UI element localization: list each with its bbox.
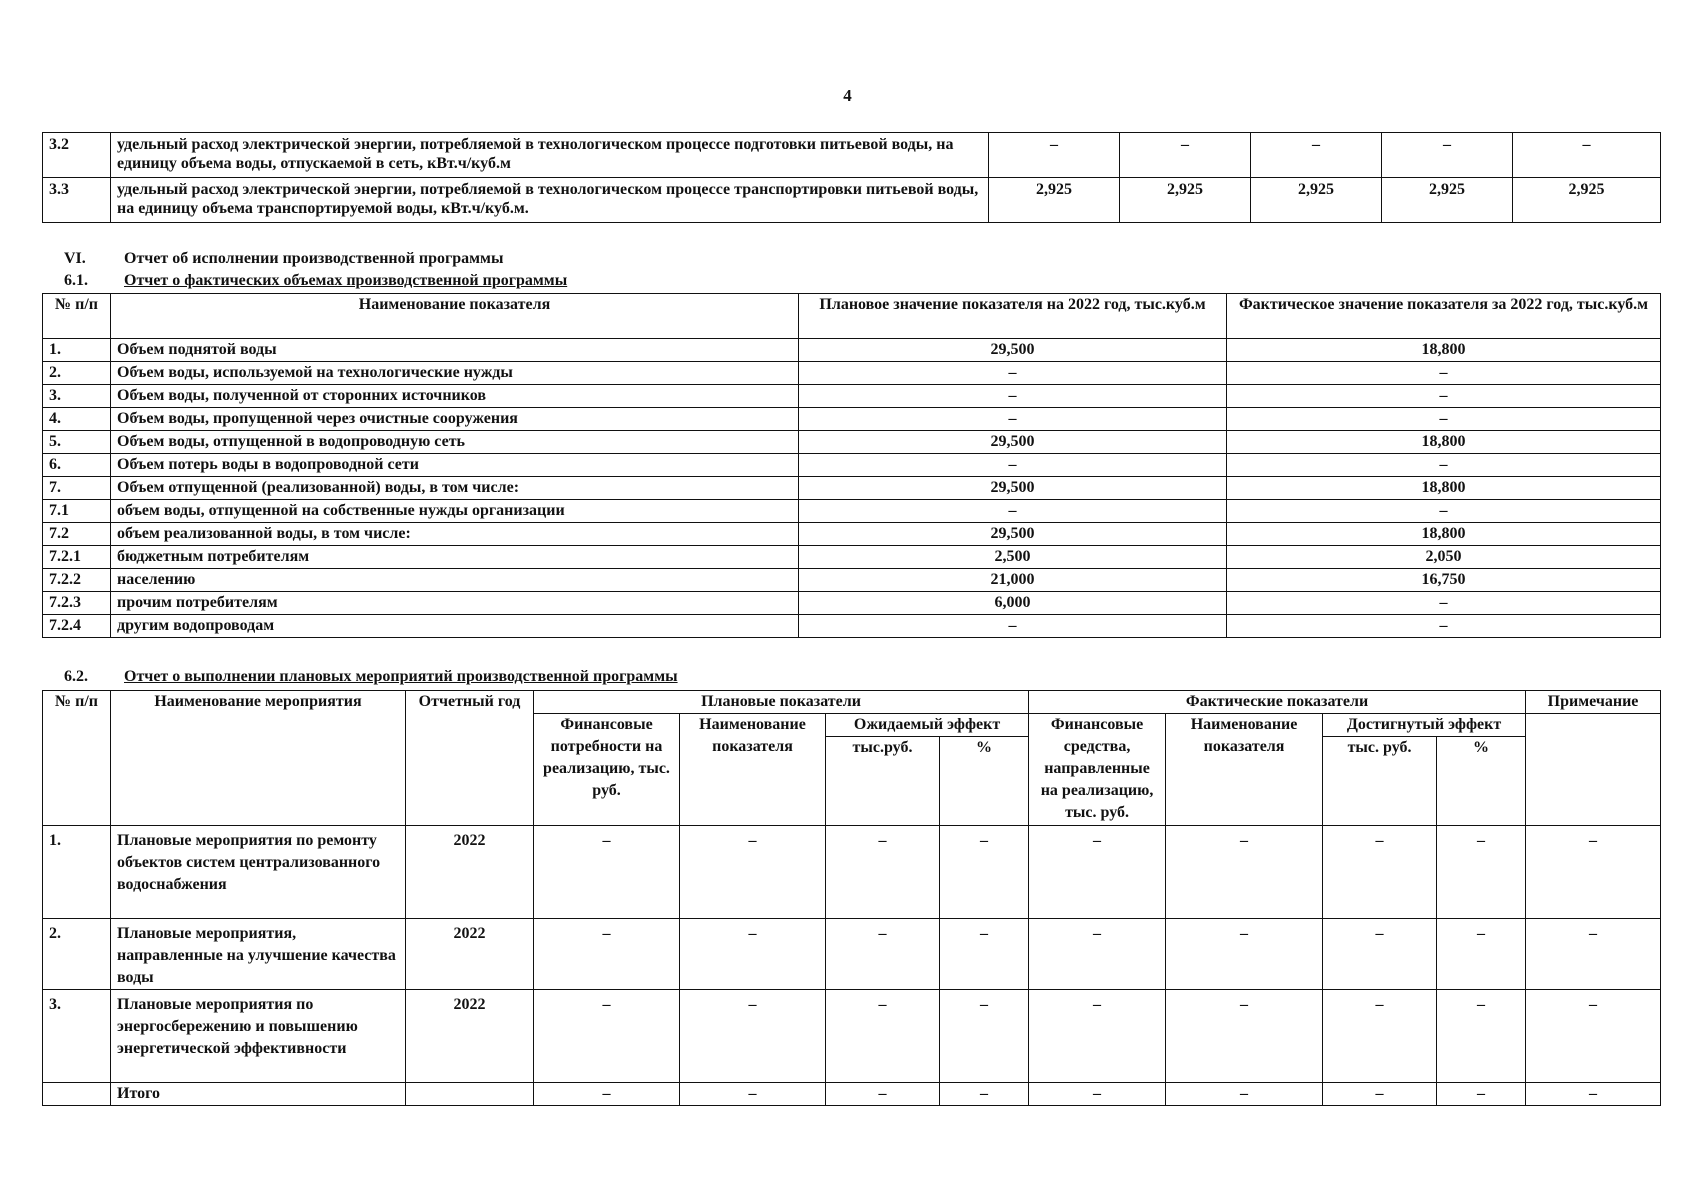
- value-cell: –: [534, 826, 680, 919]
- row-number: 3.2: [43, 133, 111, 178]
- indicator-name: удельный расход электрической энергии, потребляемой в технологическом процессе подготовки питьевой воды, на единицу объема воды, отпускаемой в сеть, кВт.ч/куб.м: [111, 133, 989, 178]
- fact-value: –: [1227, 592, 1661, 615]
- table-header-row: [43, 691, 1661, 714]
- indicator-name: Объем воды, полученной от сторонних источников: [111, 385, 799, 408]
- table-row: [43, 178, 1661, 223]
- section-title: Отчет о выполнении плановых мероприятий производственной программы: [124, 668, 678, 685]
- header-fact-fin: Финансовые средства, направленные на реализацию, тыс. руб.: [1029, 714, 1166, 826]
- header-fact-group: Фактические показатели: [1029, 691, 1526, 714]
- table-row: [43, 500, 1661, 523]
- table-row: [43, 408, 1661, 431]
- value-cell: –: [1166, 826, 1323, 919]
- value-cell: –: [1513, 133, 1661, 178]
- indicator-name: прочим потребителям: [111, 592, 799, 615]
- header-plan-effect-pct: %: [940, 737, 1029, 826]
- plan-value: –: [799, 615, 1227, 638]
- indicator-name: бюджетным потребителям: [111, 546, 799, 569]
- plan-value: 29,500: [799, 339, 1227, 362]
- total-value: –: [940, 1083, 1029, 1106]
- table-row: [43, 339, 1661, 362]
- header-name: Наименование показателя: [111, 294, 799, 339]
- indicator-name: Объем воды, отпущенной в водопроводную сеть: [111, 431, 799, 454]
- plan-value: 6,000: [799, 592, 1227, 615]
- fact-value: 18,800: [1227, 431, 1661, 454]
- row-number: 2.: [43, 362, 111, 385]
- table-row: [43, 454, 1661, 477]
- value-cell: –: [1526, 919, 1661, 990]
- value-cell: –: [1323, 826, 1437, 919]
- header-fact-effect-pct: %: [1437, 737, 1526, 826]
- plan-value: 29,500: [799, 477, 1227, 500]
- value-cell: –: [1526, 826, 1661, 919]
- value-cell: –: [1029, 919, 1166, 990]
- value-cell: –: [1029, 826, 1166, 919]
- total-value: –: [534, 1083, 680, 1106]
- row-number: 3.3: [43, 178, 111, 223]
- value-cell: –: [534, 919, 680, 990]
- table-body: [43, 339, 1661, 638]
- plan-value: 21,000: [799, 569, 1227, 592]
- header-plan-effect: Ожидаемый эффект: [826, 714, 1029, 737]
- plan-value: –: [799, 408, 1227, 431]
- total-num-empty: [43, 1083, 111, 1106]
- total-value: –: [826, 1083, 940, 1106]
- table-row: [43, 592, 1661, 615]
- plan-value: –: [799, 454, 1227, 477]
- table-row: [43, 919, 1661, 990]
- plan-value: 2,500: [799, 546, 1227, 569]
- section-number: 6.2.: [64, 668, 88, 685]
- value-cell: –: [1437, 826, 1526, 919]
- indicator-name: Объем поднятой воды: [111, 339, 799, 362]
- activity-name: Плановые мероприятия, направленные на улучшение качества воды: [111, 919, 406, 990]
- row-number: 1.: [43, 826, 111, 919]
- activity-name: Плановые мероприятия по энергосбережению и повышению энергетической эффективности: [111, 990, 406, 1083]
- fact-value: –: [1227, 408, 1661, 431]
- value-cell: 2,925: [989, 178, 1120, 223]
- plan-value: –: [799, 362, 1227, 385]
- fact-value: 2,050: [1227, 546, 1661, 569]
- value-cell: 2,925: [1382, 178, 1513, 223]
- fact-value: –: [1227, 362, 1661, 385]
- table-row: [43, 990, 1661, 1083]
- indicator-name: объем воды, отпущенной на собственные нужды организации: [111, 500, 799, 523]
- header-num: № п/п: [43, 294, 111, 339]
- table-row: [43, 431, 1661, 454]
- row-number: 7.2.1: [43, 546, 111, 569]
- value-cell: –: [1437, 919, 1526, 990]
- report-year: 2022: [406, 919, 534, 990]
- header-fact-effect: Достигнутый эффект: [1323, 714, 1526, 737]
- value-cell: –: [826, 826, 940, 919]
- fact-value: –: [1227, 615, 1661, 638]
- total-value: –: [1029, 1083, 1166, 1106]
- total-value: –: [1323, 1083, 1437, 1106]
- total-year-empty: [406, 1083, 534, 1106]
- fact-value: –: [1227, 454, 1661, 477]
- section-title: Отчет об исполнении производственной программы: [124, 250, 504, 267]
- row-number: 3.: [43, 385, 111, 408]
- header-name: Наименование мероприятия: [111, 691, 406, 826]
- table-row: [43, 546, 1661, 569]
- table-row: [43, 569, 1661, 592]
- indicator-name: Объем воды, используемой на технологические нужды: [111, 362, 799, 385]
- fact-value: –: [1227, 500, 1661, 523]
- total-value: –: [1437, 1083, 1526, 1106]
- header-plan-fin: Финансовые потребности на реализацию, тыс. руб.: [534, 714, 680, 826]
- value-cell: 2,925: [1251, 178, 1382, 223]
- report-year: 2022: [406, 826, 534, 919]
- header-year: Отчетный год: [406, 691, 534, 826]
- activity-name: Плановые мероприятия по ремонту объектов систем централизованного водоснабжения: [111, 826, 406, 919]
- row-number: 3.: [43, 990, 111, 1083]
- value-cell: –: [680, 919, 826, 990]
- section-number: 6.1.: [64, 272, 88, 289]
- value-cell: –: [1526, 990, 1661, 1083]
- value-cell: –: [1437, 990, 1526, 1083]
- value-cell: –: [1166, 919, 1323, 990]
- plan-value: 29,500: [799, 431, 1227, 454]
- section-6-2-heading: [64, 668, 678, 686]
- actual-volumes-table: [42, 293, 1661, 638]
- table-row: [43, 362, 1661, 385]
- value-cell: –: [680, 826, 826, 919]
- row-number: 1.: [43, 339, 111, 362]
- table-header-row: [43, 294, 1661, 339]
- value-cell: –: [940, 919, 1029, 990]
- value-cell: –: [940, 990, 1029, 1083]
- header-fact: Фактическое значение показателя за 2022 год, тыс.куб.м: [1227, 294, 1661, 339]
- total-value: –: [1526, 1083, 1661, 1106]
- value-cell: –: [826, 919, 940, 990]
- row-number: 4.: [43, 408, 111, 431]
- row-number: 2.: [43, 919, 111, 990]
- indicator-name: населению: [111, 569, 799, 592]
- indicator-name: Объем отпущенной (реализованной) воды, в том числе:: [111, 477, 799, 500]
- row-number: 7.2.4: [43, 615, 111, 638]
- header-plan-group: Плановые показатели: [534, 691, 1029, 714]
- report-year: 2022: [406, 990, 534, 1083]
- total-value: –: [680, 1083, 826, 1106]
- row-number: 7.2.3: [43, 592, 111, 615]
- indicator-name: удельный расход электрической энергии, потребляемой в технологическом процессе транспортировки питьевой воды, на единицу объема транспортируемой воды, кВт.ч/куб.м.: [111, 178, 989, 223]
- row-number: 7.2: [43, 523, 111, 546]
- indicator-name: объем реализованной воды, в том числе:: [111, 523, 799, 546]
- indicator-name: Объем воды, пропущенной через очистные сооружения: [111, 408, 799, 431]
- header-plan: Плановое значение показателя на 2022 год, тыс.куб.м: [799, 294, 1227, 339]
- value-cell: –: [940, 826, 1029, 919]
- value-cell: –: [1382, 133, 1513, 178]
- row-number: 7.: [43, 477, 111, 500]
- row-number: 6.: [43, 454, 111, 477]
- fact-value: 18,800: [1227, 523, 1661, 546]
- plan-value: –: [799, 385, 1227, 408]
- energy-consumption-table: [42, 132, 1661, 223]
- table-row: [43, 523, 1661, 546]
- header-note: Примечание: [1526, 691, 1661, 714]
- table-row: [43, 477, 1661, 500]
- value-cell: –: [1166, 990, 1323, 1083]
- total-value: –: [1166, 1083, 1323, 1106]
- total-label: Итого: [111, 1083, 406, 1106]
- value-cell: –: [1251, 133, 1382, 178]
- section-6-heading: [64, 250, 503, 268]
- table-row: [43, 133, 1661, 178]
- row-number: 7.2.2: [43, 569, 111, 592]
- row-number: 5.: [43, 431, 111, 454]
- row-number: 7.1: [43, 500, 111, 523]
- table-row: [43, 385, 1661, 408]
- page-number: 4: [843, 86, 852, 105]
- indicator-name: другим водопроводам: [111, 615, 799, 638]
- header-fact-indicator: Наименование показателя: [1166, 714, 1323, 826]
- indicator-name: Объем потерь воды в водопроводной сети: [111, 454, 799, 477]
- header-note-empty: [1526, 714, 1661, 826]
- planned-activities-table: [42, 690, 1661, 1106]
- header-fact-effect-rub: тыс. руб.: [1323, 737, 1437, 826]
- table-body: [43, 826, 1661, 1106]
- plan-value: 29,500: [799, 523, 1227, 546]
- value-cell: –: [1029, 990, 1166, 1083]
- section-number: VI.: [64, 250, 86, 267]
- value-cell: –: [1323, 990, 1437, 1083]
- value-cell: 2,925: [1513, 178, 1661, 223]
- fact-value: 18,800: [1227, 477, 1661, 500]
- table-row: [43, 826, 1661, 919]
- total-row: [43, 1083, 1661, 1106]
- fact-value: –: [1227, 385, 1661, 408]
- section-6-1-heading: [64, 272, 567, 290]
- plan-value: –: [799, 500, 1227, 523]
- table-row: [43, 615, 1661, 638]
- value-cell: –: [989, 133, 1120, 178]
- value-cell: –: [680, 990, 826, 1083]
- value-cell: –: [1120, 133, 1251, 178]
- header-plan-effect-rub: тыс.руб.: [826, 737, 940, 826]
- value-cell: –: [534, 990, 680, 1083]
- value-cell: –: [826, 990, 940, 1083]
- header-num: № п/п: [43, 691, 111, 826]
- header-plan-indicator: Наименование показателя: [680, 714, 826, 826]
- fact-value: 18,800: [1227, 339, 1661, 362]
- fact-value: 16,750: [1227, 569, 1661, 592]
- value-cell: –: [1323, 919, 1437, 990]
- value-cell: 2,925: [1120, 178, 1251, 223]
- section-title: Отчет о фактических объемах производственной программы: [124, 272, 568, 289]
